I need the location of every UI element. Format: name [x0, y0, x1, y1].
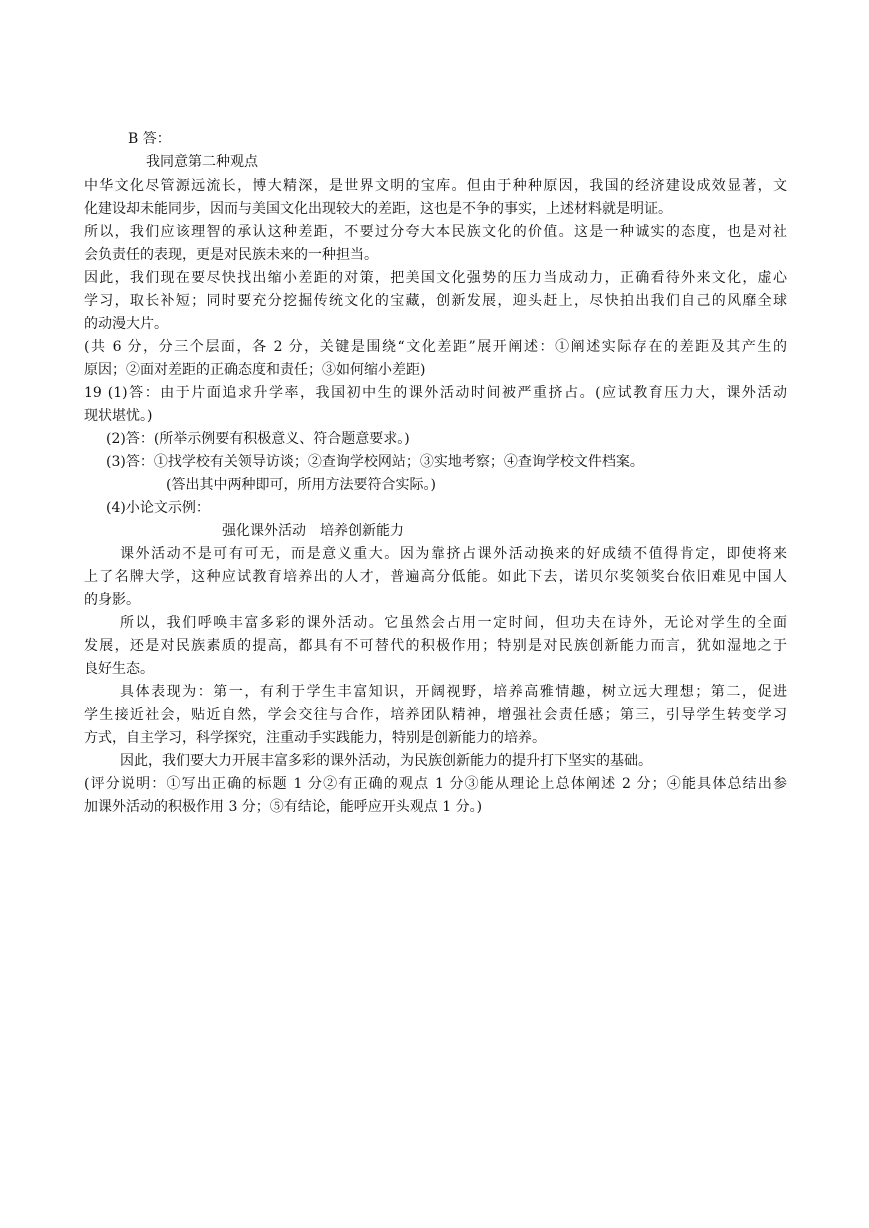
- scoring-note-line: 原因；②面对差距的正确态度和责任；③如何缩小差距): [84, 362, 426, 378]
- essay-line: 的身影。: [84, 592, 140, 608]
- question-19-2: (2)答：(所举示例要有积极意义、符合题意要求。): [106, 431, 410, 447]
- question-19-4: (4)小论文示例：: [106, 500, 210, 516]
- scoring-note-line: (共 6 分，分三个层面，各 2 分，关键是围绕“文化差距”展开阐述：①阐述实际存在的差距及其产生的: [84, 339, 787, 355]
- question-19-1-line: 现状堪忧。): [84, 408, 153, 424]
- essay-line: 方式，自主学习，科学探究，注重动手实践能力，特别是创新能力的培养。: [84, 730, 546, 746]
- scoring-note-line: (评分说明：①写出正确的标题 1 分②有正确的观点 1 分③能从理论上总体阐述 2 分；④能具体总结出参: [84, 776, 787, 792]
- paragraph-line: 所以，我们应该理智的承认这种差距，不要过分夸大本民族文化的价值。这是一种诚实的态度，也是对社: [84, 224, 787, 240]
- paragraph-line: 因此，我们现在要尽快找出缩小差距的对策，把美国文化强势的压力当成动力，正确看待外来文化，虚心: [84, 270, 787, 286]
- essay-line: 学生接近社会，贴近自然，学会交往与合作，培养团队精神，增强社会责任感；第三，引导学生转变学习: [84, 707, 787, 723]
- paragraph-line: 会负责任的表现，更是对民族未来的一种担当。: [84, 247, 378, 263]
- opinion-statement: 我同意第二种观点: [146, 154, 258, 170]
- essay-line: 上了名牌大学，这种应试教育培养出的人才，普遍高分低能。如此下去，诺贝尔奖领奖台依旧难见中国人: [84, 569, 787, 585]
- essay-title: 强化课外活动 培养创新能力: [222, 523, 404, 539]
- question-19-1-line: 19 (1)答：由于片面追求升学率，我国初中生的课外活动时间被严重挤占。(应试教育压力大，课外活动: [84, 385, 787, 401]
- scoring-note-line: 加课外活动的积极作用 3 分；⑤有结论，能呼应开头观点 1 分。): [84, 799, 483, 815]
- essay-line: 所以，我们呼唤丰富多彩的课外活动。它虽然会占用一定时间，但功夫在诗外，无论对学生的全面: [120, 615, 787, 631]
- paragraph-line: 的动漫大片。: [84, 316, 168, 332]
- b-answer-label: B 答：: [128, 131, 171, 147]
- paragraph-line: 学习，取长补短；同时要充分挖掘传统文化的宝藏，创新发展，迎头赶上，尽快拍出我们自己的风靡全球: [84, 293, 787, 309]
- question-19-3: (3)答：①找学校有关领导访谈；②查询学校网站；③实地考察；④查询学校文件档案。: [106, 454, 644, 470]
- paragraph-line: 中华文化尽管源远流长，博大精深，是世界文明的宝库。但由于种种原因，我国的经济建设成效显著，文: [84, 178, 787, 194]
- paragraph-line: 化建设却未能同步，因而与美国文化出现较大的差距，这也是不争的事实，上述材料就是明证。: [84, 201, 672, 217]
- essay-line: 因此，我们要大力开展丰富多彩的课外活动，为民族创新能力的提升打下坚实的基础。: [120, 753, 652, 769]
- essay-line: 具体表现为：第一，有利于学生丰富知识，开阔视野，培养高雅情趣，树立远大理想；第二，促进: [120, 684, 787, 700]
- question-19-3-note: (答出其中两种即可，所用方法要符合实际。): [166, 477, 436, 493]
- essay-line: 良好生态。: [84, 661, 154, 677]
- essay-line: 课外活动不是可有可无，而是意义重大。因为靠挤占课外活动换来的好成绩不值得肯定，即使将来: [120, 546, 787, 562]
- essay-line: 发展，还是对民族素质的提高，都具有不可替代的积极作用；特别是对民族创新能力而言，犹如湿地之于: [84, 638, 787, 654]
